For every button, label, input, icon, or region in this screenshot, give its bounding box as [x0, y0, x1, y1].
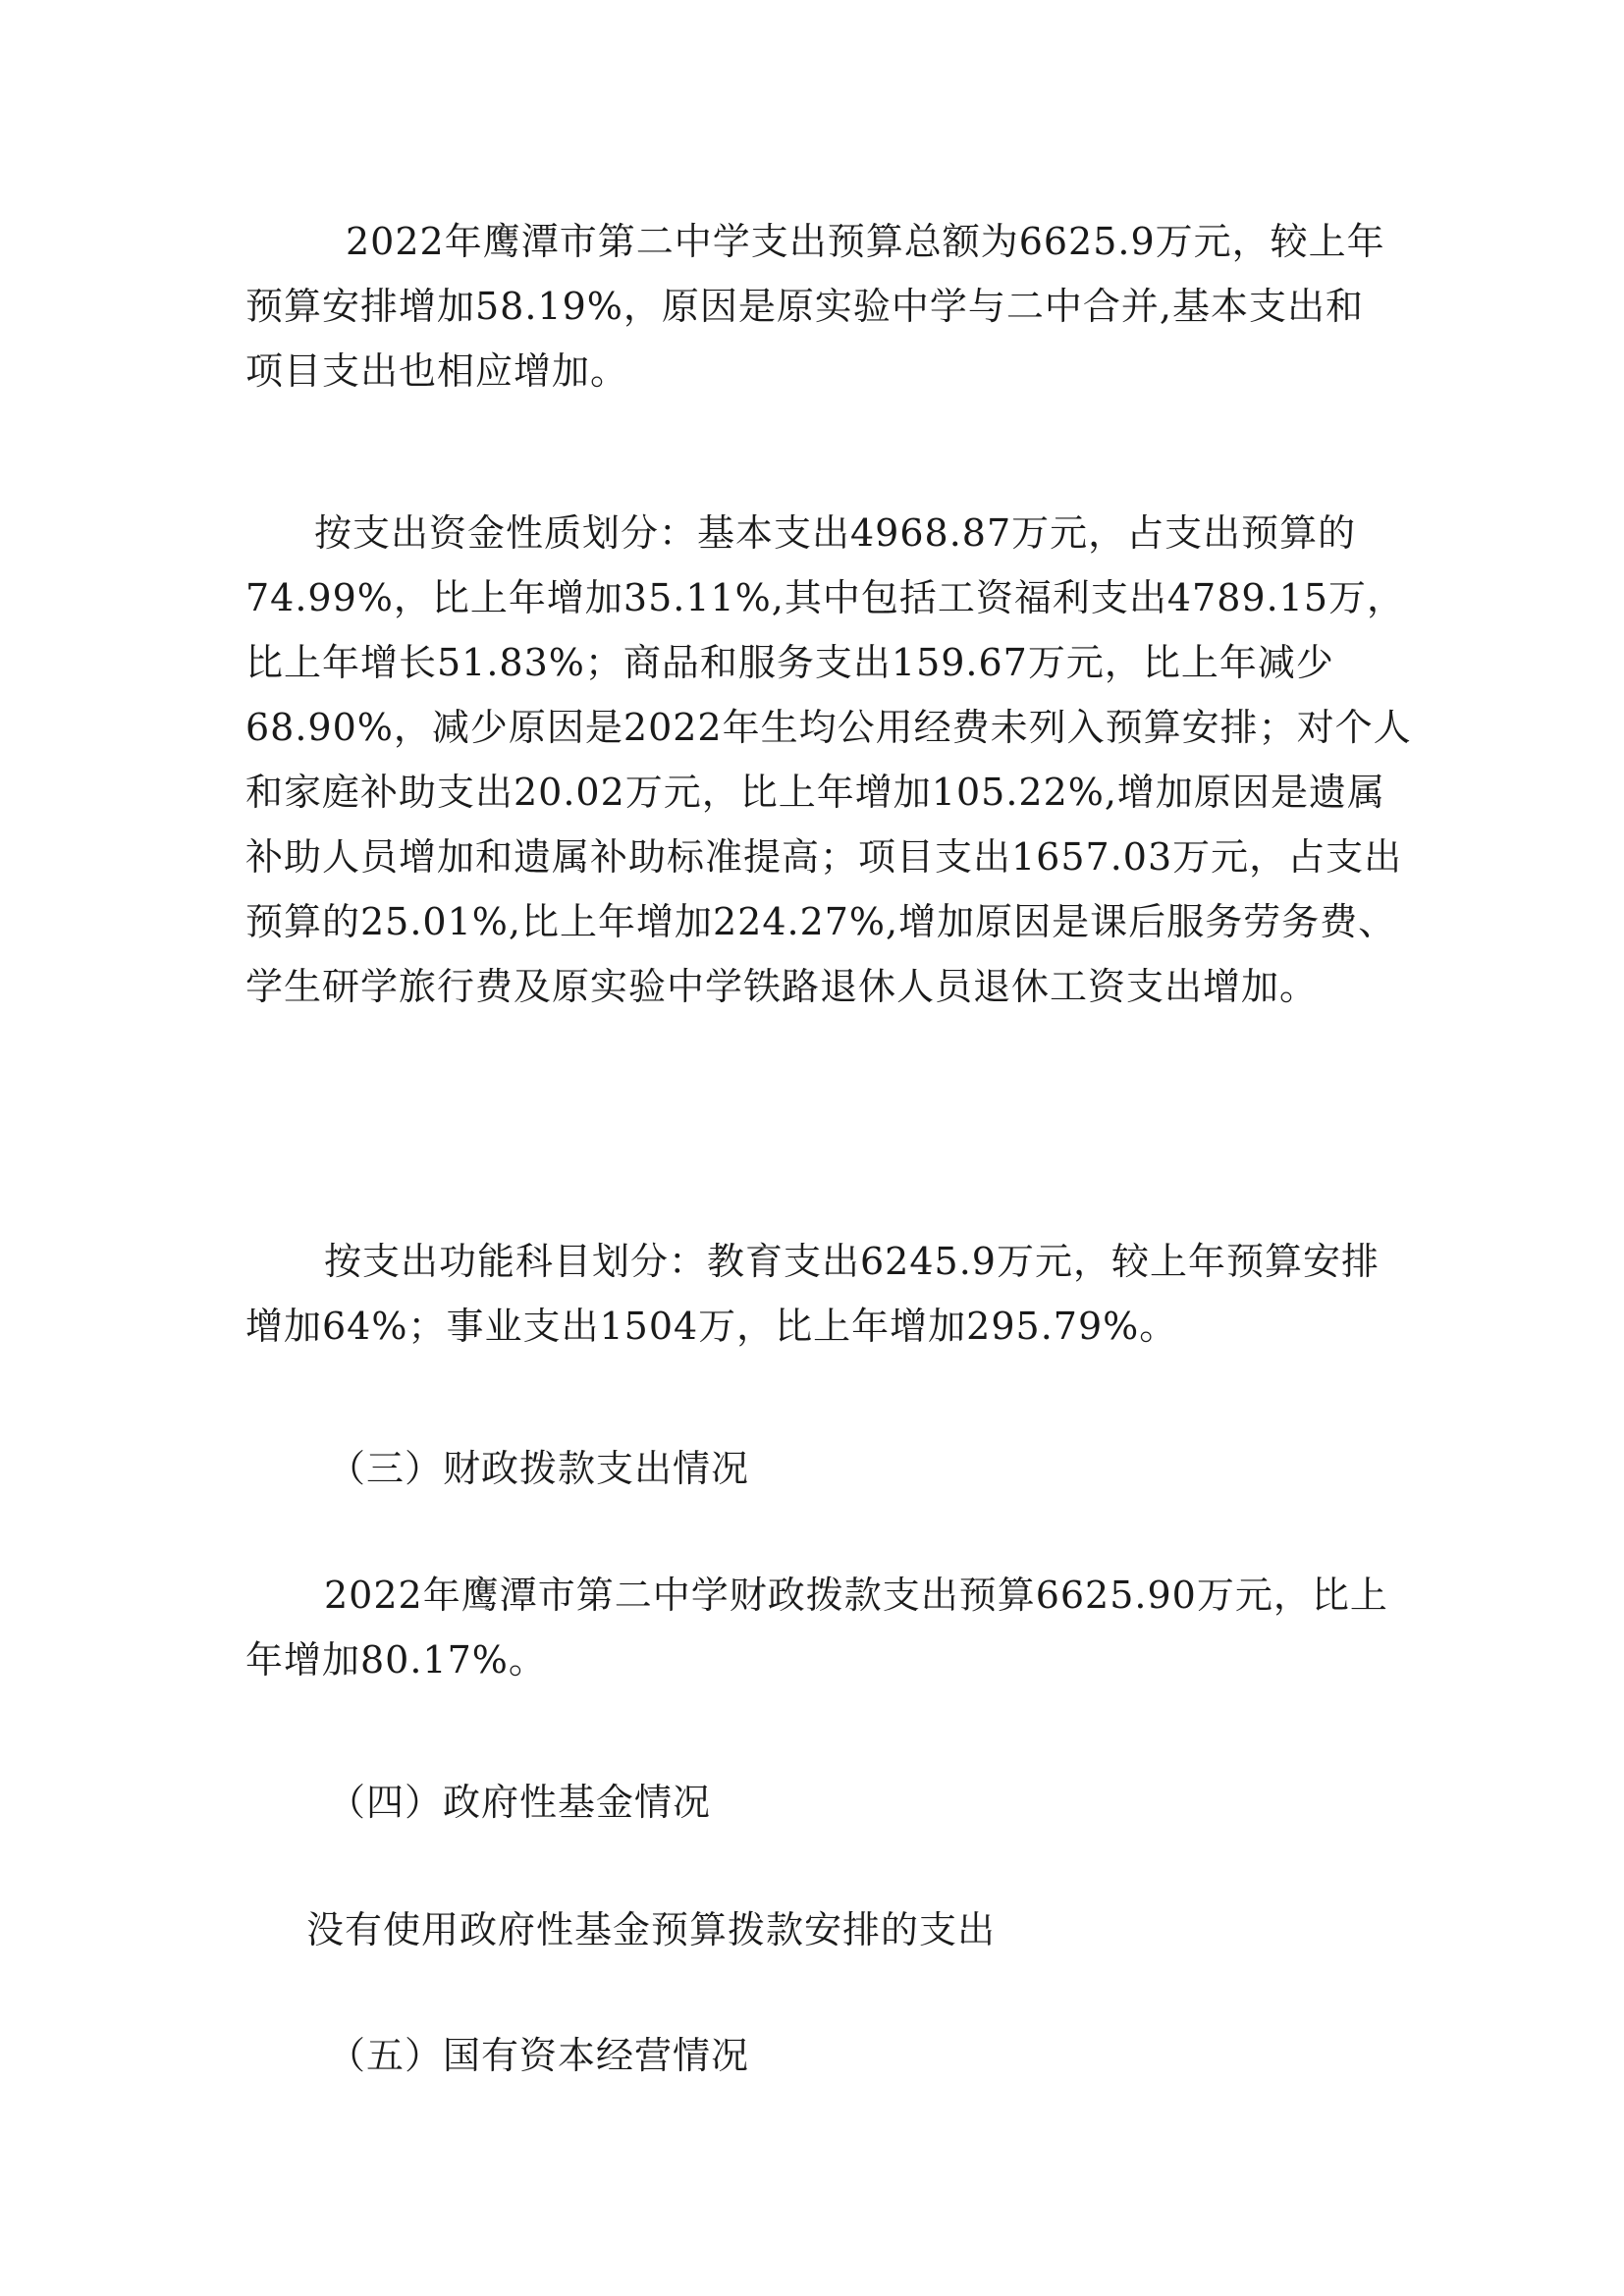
- paragraph-expenditure-total: [245, 209, 1384, 403]
- section-heading-4: [245, 1770, 1384, 1835]
- text-line: 补助人员增加和遗属补助标准提高；项目支出1657.03万元，占支出: [245, 835, 1403, 879]
- text-line: 74.99%，比上年增加35.11%,其中包括工资福利支出4789.15万，: [245, 576, 1406, 619]
- paragraph-fiscal-appropriation: [245, 1563, 1388, 1692]
- text-line: 2022年鹰潭市第二中学财政拨款支出预算6625.90万元，比上: [324, 1574, 1388, 1617]
- text-line: 比上年增长51.83%；商品和服务支出159.67万元，比上年减少: [245, 641, 1334, 684]
- text-line: 按支出资金性质划分：基本支出4968.87万元，占支出预算的: [314, 511, 1357, 555]
- text-line: （四）政府性基金情况: [328, 1781, 712, 1824]
- section-heading-5: [245, 2023, 1384, 2088]
- text-line: 预算安排增加58.19%，原因是原实验中学与二中合并,基本支出和: [245, 285, 1364, 328]
- text-line: 学生研学旅行费及原实验中学铁路退休人员退休工资支出增加。: [245, 965, 1319, 1008]
- text-line: （三）财政拨款支出情况: [328, 1447, 750, 1490]
- text-line: 预算的25.01%,比上年增加224.27%,增加原因是课后服务劳务费、: [245, 900, 1397, 943]
- text-line: 年增加80.17%。: [245, 1638, 547, 1682]
- paragraph-by-function: [245, 1229, 1384, 1359]
- text-line: 和家庭补助支出20.02万元，比上年增加105.22%,增加原因是遗属: [245, 771, 1385, 814]
- text-line: 增加64%；事业支出1504万，比上年增加295.79%。: [245, 1305, 1178, 1348]
- paragraph-by-fund-nature: [245, 501, 1412, 1019]
- text-line: 项目支出也相应增加。: [245, 349, 629, 393]
- section-heading-3: [245, 1436, 1384, 1501]
- paragraph-government-fund: [245, 1897, 1384, 1962]
- text-line: 68.90%，减少原因是2022年生均公用经费未列入预算安排；对个人: [245, 706, 1412, 749]
- text-line: 没有使用政府性基金预算拨款安排的支出: [306, 1908, 997, 1951]
- text-line: 2022年鹰潭市第二中学支出预算总额为6625.9万元，较上年: [346, 220, 1385, 263]
- text-line: （五）国有资本经营情况: [328, 2034, 750, 2077]
- text-line: 按支出功能科目划分：教育支出6245.9万元，较上年预算安排: [324, 1240, 1380, 1283]
